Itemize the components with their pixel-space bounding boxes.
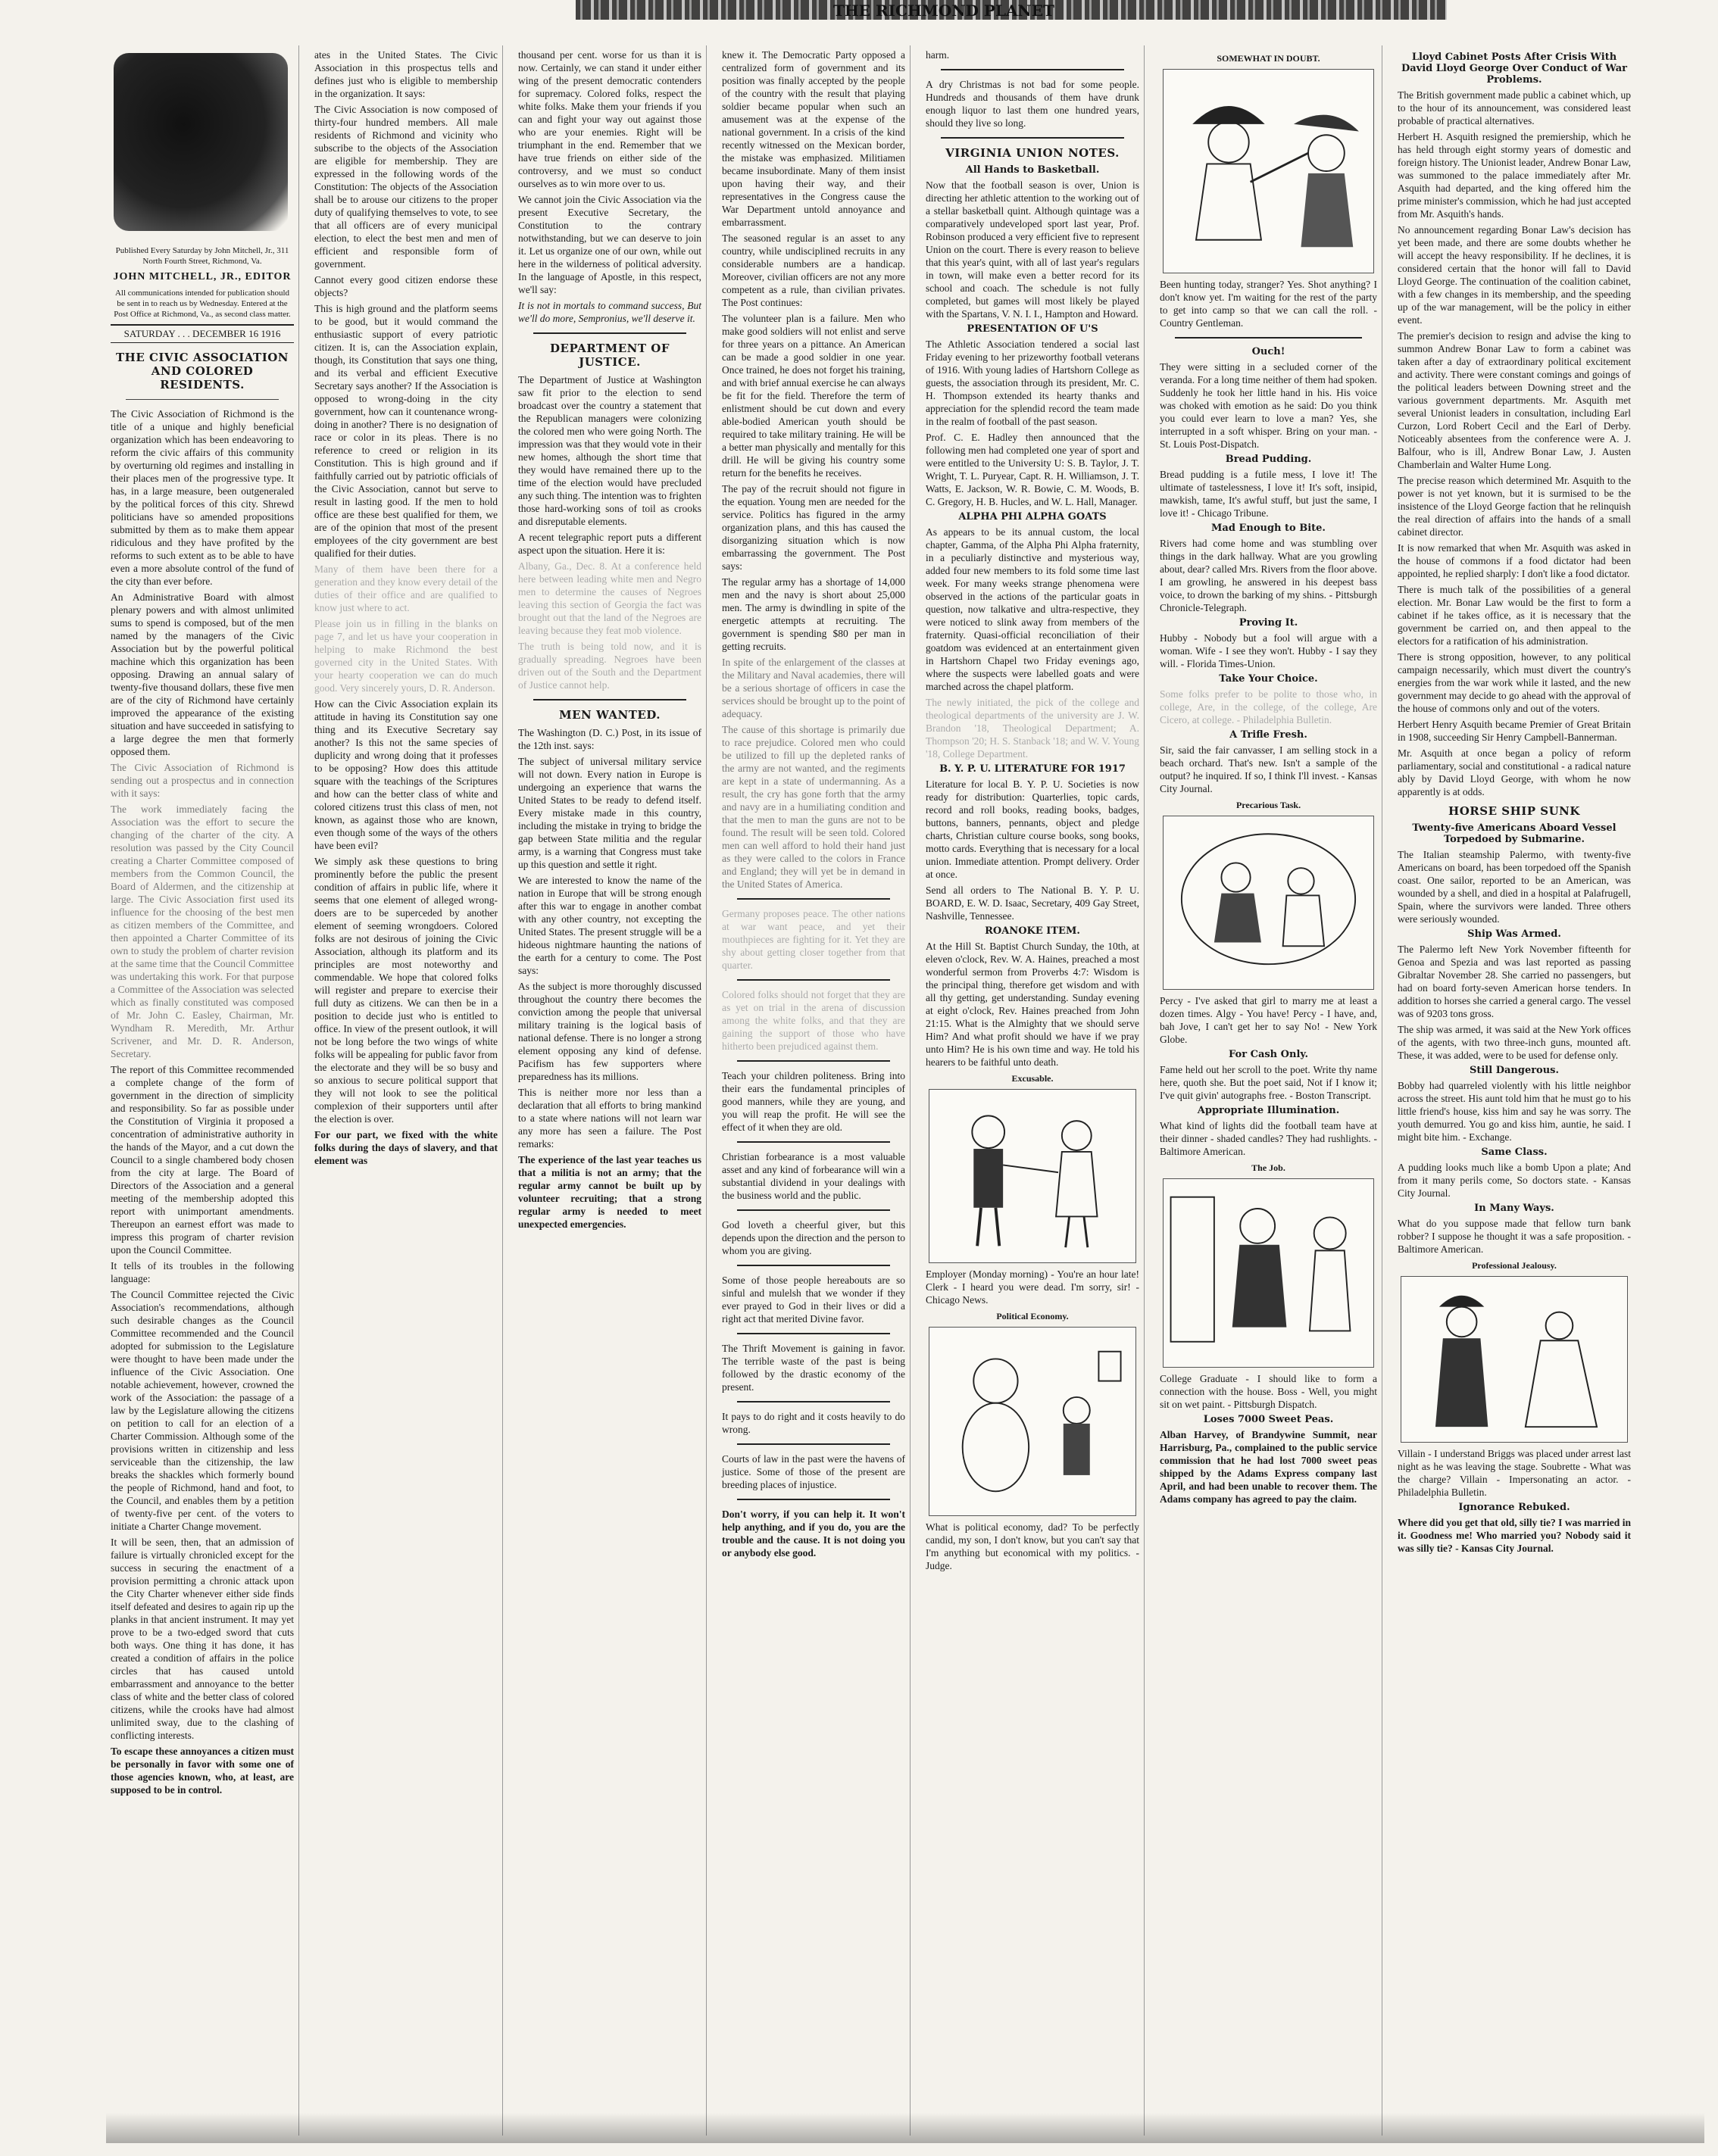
masthead-title: THE RICHMOND PLANET [833, 2, 1054, 20]
subhead: ROANOKE ITEM. [985, 925, 1080, 937]
paragraph: As the subject is more thoroughly discussed throughout the country there becomes the conviction among the people that universal military training is the logical basis of national defense. There is no longer a strong element opposing any kind of defense. Pacifism has few supporters where preparedness has its millions. [518, 981, 701, 1082]
cartoon-title: SOMEWHAT IN DOUBT. [1217, 53, 1320, 64]
paragraph: The regular army has a shortage of 14,000 men and the navy is short about 25,000 men. The army is dwindling in spite of the energetic attempts at recruiting. The government is spending $80 per man in getting recruits. [722, 576, 905, 652]
cartoon-title: Excusable. [1011, 1073, 1054, 1084]
divider [941, 137, 1124, 139]
cartoon-caption: Been hunting today, stranger? Yes. Shot anything? I don't know yet. I'm waiting for the rest of the party to get into camp so that we can call the roll. - Country Gentleman. [1160, 279, 1377, 329]
paragraph: There is much talk of the possibilities of a general election. Mr. Bonar Law would be the first to form a cabinet if he takes office, as it is necessary that the government be carried on, and then appeal to the electors for a ratification of his administration. [1398, 584, 1631, 647]
cartoon-political-economy [929, 1327, 1136, 1516]
divider [737, 1209, 890, 1211]
paragraph: This is neither more nor less than a declaration that all efforts to bring mankind to a state where nations will not learn war any more has seen a failure. The Post remarks: [518, 1087, 701, 1150]
editor-line: JOHN MITCHELL, JR., EDITOR [113, 271, 292, 282]
paragraph: They were sitting in a secluded corner of the veranda. For a long time neither of them had spoken. Suddenly he took her little hand in his. His voice was choked with emotion as he said: Do you think you could ever learn to love a man? Yes, she interrupted in a soft whisper. Bring on your man. - St. Louis Post-Dispatch. [1160, 361, 1377, 450]
divider [1175, 337, 1362, 339]
paragraph: The ship was armed, it was said at the New York offices of the agents, with two three-inch guns, mounted aft. These, it was added, were to be used for defense only. [1398, 1024, 1631, 1061]
page-bottom-shadow [106, 2113, 1704, 2143]
divider [737, 1141, 890, 1143]
cartoon-professional-jealousy [1401, 1276, 1628, 1443]
subhead: Ship Was Armed. [1467, 928, 1561, 940]
paragraph: Don't worry, if you can help it. It won't help anything, and if you do, you are the trouble and the cause. It is not doing you or anybody else good. [722, 1509, 905, 1558]
divider [737, 979, 890, 981]
paragraph: The seasoned regular is an asset to any country, while undisciplined recruits in any considerable numbers are a handicap. Moreover, civilian officers are not any more competent as a rule, than civilian privates. The Post continues: [722, 232, 905, 308]
paragraph: The experience of the last year teaches us that a militia is not an army; that the regular army cannot be built up by volunteer recruiting; that a strong regular army is needed to meet unexpected emergencies. [518, 1154, 701, 1230]
paragraph: Christian forbearance is a most valuable asset and any kind of forbearance will win a substantial dividend in your dealings with the business world and the public. [722, 1151, 905, 1201]
paragraph: The British government made public a cabinet which, up to the hour of its announcement, was considered least probable of practical alternatives. [1398, 89, 1631, 126]
paragraph: Hubby - Nobody but a fool will argue with a woman. Wife - I see they won't. Hubby - I say they will. - Florida Times-Union. [1160, 632, 1377, 669]
paragraph: Herbert Henry Asquith became Premier of Great Britain in 1908, succeeding Sir Henry Campbell-Bannerman. [1398, 719, 1631, 743]
headline-horse-ship-sunk: HORSE SHIP SUNK [1448, 804, 1580, 818]
cartoon-caption: Percy - I've asked that girl to marry me at least a dozen times. Algy - You have! Percy - I have, and, bah Jove, I can't get her to say No! - New York Globe. [1160, 995, 1377, 1045]
cartoon-drawing [1164, 816, 1373, 989]
paragraph: Courts of law in the past were the havens of justice. Some of those of the present are breeding places of injustice. [722, 1453, 905, 1490]
paragraph: No announcement regarding Bonar Law's decision has yet been made, and there are some doubts whether he will accept the heavy responsibility. If he declines, it is considered certain that the honor will fall to David Lloyd George. The continuation of the coalition cabinet, with a few changes in its membership, and the speeding up of the war management, will be the policy in either event. [1398, 224, 1631, 326]
paragraph: Many of them have been there for a generation and they know every detail of the duties of their office and are qualified to know just where to act. [314, 563, 498, 613]
subhead: Mad Enough to Bite. [1211, 523, 1326, 534]
paragraph: Colored folks should not forget that they are as yet on trial in the arena of discussion among the white folks, and that they are gaining the support of those who have hitherto been prejudiced against them. [722, 989, 905, 1052]
subhead: Ignorance Rebuked. [1458, 1502, 1570, 1513]
paragraph: The Civic Association of Richmond is the title of a unique and highly beneficial organization which has been endeavoring to reform the civic affairs of this community by overturning old regimes and installing in their places men of the progressive type. It has, in a large measure, been outgeneraled by the political forces of this city. Shrewd politicians have so amended propositions submitted by them as to make them appear ridiculous and they have profited by the reforms to such extent as to be able to have even a more absolute control of the fund of the city than ever before. [111, 408, 294, 587]
cartoon-excusable [929, 1089, 1136, 1263]
headline-virginia-union: VIRGINIA UNION NOTES. [945, 146, 1120, 160]
cartoon-drawing [1164, 70, 1373, 273]
cartoon-somewhat-in-doubt [1163, 69, 1374, 273]
poem: A pudding looks much like a bomb Upon a plate; And from it many perils come, So doctors state. - Kansas City Journal. [1398, 1162, 1631, 1199]
paragraph: An Administrative Board with almost plenary powers and with almost unlimited sums to spend is composed, but of the men named by the managers of the Civic Association but by the powerful political machine which this organization has been opposing. Drawing an annual salary of twenty-five thousand dollars, these five men are of the city of Richmond have certainly improved the appearance of the existing situation and have succeeded in satisfying to a large degree the men that formerly opposed them. [111, 591, 294, 757]
paragraph: This is high ground and the platform seems to be good, but it would command the enthusiastic support of every patriotic citizen. It is, can the Association explain, though, its Constitution that says one thing, and its verbal and efficient Executive Secretary says another? If the Association is opposed to wrong-doing in the city government, how can it countenance wrong-doing in another? There is no designation of race or color in its pleas. There is no reference to creed or religion in its Constitution. This is high ground and if faithfully carried out by patriotic officials of the Civic Association, cannot but serve to result in lasting good. If the men to hold office are these best qualified for them, we are of the opinion that most of the present employees of the city government are best qualified for their duties. [314, 303, 498, 559]
paragraph: Now that the football season is over, Union is directing her athletic attention to the working out of a stellar basketball quint. Although quintage was a comparatively undeveloped sport last year, Prof. Robinson produced a very efficient five to represent Union on the court. There is every reason to believe that this year's quint, with all of last year's regulars in town, will make even a better record for its school and coach. The schedule is not fully completed, but games will most likely be played with the Spartans, V. N. I. I., Hampton and Howard. [926, 179, 1139, 320]
paragraph: Teach your children politeness. Bring into their ears the fundamental principles of good manners, while they are young, and you will reap the profit. He will see the effect of it when they are old. [722, 1070, 905, 1133]
letter: Please join us in filling in the blanks on page 7, and let us have your cooperation in helping to make Richmond the best governed city in the United States. With your hearty cooperation we can do much good. Very sincerely yours, D. R. Anderson. [314, 618, 498, 694]
paragraph: We are interested to know the name of the nation in Europe that will be strong enough after this war to engage in another combat with any other country, not excepting the United States. The present struggle will be a hideous nightmare haunting the nations of the earth for a century to come. The Post says: [518, 875, 701, 976]
divider [737, 1499, 890, 1500]
subhead: For Cash Only. [1229, 1049, 1308, 1060]
divider [126, 399, 279, 400]
paragraph: The pay of the recruit should not figure in the equation. Young men are needed for the service. Politics has figured in the army organization plans, and this has caused the disorganizing situation which is now embarrassing the government. The Post says: [722, 483, 905, 572]
paragraph: Bobby had quarreled violently with his little neighbor across the street. His aunt told him that he must go to his little friend's house, kiss him and say he was sorry. The youth demurred. You go and kiss him, auntie, he said. I might bite him. - Exchange. [1398, 1080, 1631, 1143]
divider [737, 898, 890, 900]
paragraph: It pays to do right and it costs heavily to do wrong. [722, 1411, 905, 1435]
cartoon-title: Political Economy. [996, 1311, 1069, 1321]
communications-notice: All communications intended for publication should be sent in to reach us by Wednesday. Entered at the Post Office at Richmond, Va., as second class matter. [114, 289, 291, 319]
subhead: Appropriate Illumination. [1197, 1105, 1340, 1116]
paragraph: Cannot every good citizen endorse these objects? [314, 274, 498, 298]
subhead: ALPHA PHI ALPHA GOATS [958, 511, 1107, 523]
cartoon-caption: What is political economy, dad? To be perfectly candid, my son, I don't know, but you can't say that I'm anything but economical with my politics. - Judge. [926, 1521, 1139, 1571]
publisher-notice: Published Every Saturday by John Mitchell, Jr., 311 North Fourth Street, Richmond, Va. [115, 246, 289, 266]
column-7 [1393, 45, 1635, 2136]
cartoon-drawing [1164, 1179, 1373, 1367]
paragraph: ates in the United States. The Civic Association in this prospectus tells and defines just who is eligible to membership in the organization. It says: [314, 49, 498, 99]
paragraph: The cause of this shortage is primarily due to race prejudice. Colored men who could be utilized to fill up the depleted ranks of the army are not wanted, and the regiments are kept in a state of undermanning. As a result, the cry has gone forth that the army and navy are in a humiliating condition and that the men to man the guns are not to be found. The result will be seen told. Colored men can well afford to hold their hand just as they were called to the colors in France and England; they will yet be in demand in the United States of America. [722, 724, 905, 890]
headline-lloyd-cabinet: Lloyd Cabinet Posts After Crisis With David Lloyd George Over Conduct of War Problems. [1401, 51, 1628, 86]
divider [737, 1265, 890, 1266]
subhead: All Hands to Basketball. [965, 164, 1100, 176]
column-4 [717, 45, 911, 2136]
paragraph: harm. [926, 49, 950, 61]
column-6 [1155, 45, 1382, 2136]
masthead-blot [114, 53, 288, 231]
paragraph: Mr. Asquith at once began a policy of reform parliamentary, social and constitutional - a radical nature ably by David Lloyd George, with whom he now apparently is at odds. [1398, 747, 1631, 797]
cartoon-precarious-task [1163, 816, 1374, 990]
subhead: Loses 7000 Sweet Peas. [1203, 1414, 1334, 1425]
paragraph: Albany, Ga., Dec. 8. At a conference held here between leading white men and Negro men to determine the causes of Negroes leaving this section of Georgia the fact was brought out that the land of the Negroes are leaving because they feat mob violence. [518, 560, 701, 636]
headline-department-justice: DEPARTMENT OF JUSTICE. [550, 342, 670, 369]
subhead: Same Class. [1481, 1147, 1548, 1158]
paragraph: Prof. C. E. Hadley then announced that the following men had completed one year of sport and were entitled to the University U: S. B. Taylor, J. T. Wright, T. L. Puryear, Capt. R. H. Williamson, J. T. Watts, E. Jackson, W. R. Bowie, C. M. Woods, B. C. Gregory, H. B. Hucles, and W. L. Hall, Manager. [926, 432, 1139, 507]
headline-men-wanted: MEN WANTED. [559, 708, 661, 722]
paragraph: We simply ask these questions to bring prominently before the public the present condition of affairs in public life, where it seems that one element of alleged wrong-doers are to be superceded by another element of seeming wrongdoers. Colored folks are not desirous of joining the Civic Association, although its platform and its principles are most noteworthy and commendable. We hope that colored folks will register and prepare to exercise their full duty as citizens. We can then be in a position to decide just who is entitled to office. In view of the present outlook, it will not be long before the two wings of white folks will be appealing for public favor from the electorate and they will be so busy and so anxious to secure political support that they will not look to see the political complexion of their supporters until after the election is over. [314, 856, 498, 1125]
paragraph: The volunteer plan is a failure. Men who make good soldiers will not enlist and serve for three years on a pittance. An American can be made a good soldier in one year. Once trained, he does not forget his training, and with brief annual exercise he can always be fit for the field. Therefore the term of enlistment should be cut down and every able-bodied American youth should be required to take military training. He will be a better man physically and mentally for this drill. He will be giving his country some return for the benefits he receives. [722, 313, 905, 479]
paragraph: Sir, said the fair canvasser, I am selling stock in a beach orchard. That's new. Isn't a sample of the output? he inquired. If so, I think I'll invest. - Kansas City Journal. [1160, 744, 1377, 794]
paragraph: For our part, we fixed with the white folks during the days of slavery, and that element was [314, 1129, 498, 1166]
paragraph: A dry Christmas is not bad for some people. Hundreds and thousands of them have drunk enough liquor to last them one hundred years, should they live so long. [926, 79, 1139, 129]
cartoon-drawing [929, 1328, 1135, 1515]
divider [941, 69, 1124, 70]
paragraph: The Department of Justice at Washington saw fit prior to the election to send broadcast over the country a statement that the Republican managers were colonizing the colored men who were going North. The impression was that they would vote in their new homes, although the short time that they would have remained there up to the time of the election would have precluded any such thing. The intention was to frighten those hard-working sons of toil as crooks and disreputable elements. [518, 374, 701, 527]
paragraph: Herbert H. Asquith resigned the premiership, which he has held through eight stormy years of domestic and foreign history. The Unionist leader, Andrew Bonar Law, was summoned to the palace immediately after Mr. Asquith had departed, and the king offered him the prime minister's commission, which he had just accepted from Mr. Asquith's hands. [1398, 131, 1631, 220]
paragraph: What do you suppose made that fellow turn bank robber? I suppose he thought it was a safe proposition. - Baltimore American. [1398, 1218, 1631, 1255]
column-3 [514, 45, 707, 2136]
subhead: PRESENTATION OF U'S [967, 323, 1098, 335]
paragraph: Some of those people hereabouts are so sinful and mulelsh that we wonder if they ever prayed to God in their lives or did a right act that merited Divine favor. [722, 1275, 905, 1324]
paragraph: We cannot join the Civic Association via the present Executive Secretary, the Constitution to the contrary notwithstanding, but we can deserve to join it. Let us organize one of our own, while out here in the wilderness of political adversity. In the language of Apostle, in this respect, we'll say: [518, 194, 701, 295]
paragraph: How can the Civic Association explain its attitude in having its Constitution say one thing and its Executive Secretary say another? Is this not the same species of duplicity and wrong doing that it professes to be opposing? How does this attitude square with the teachings of the Scriptures and how can the better class of white and colored citizens trust this class of men, not known, as against those who are known, even though some of the ways of the others have been evil? [314, 698, 498, 851]
subhead: Proving It. [1239, 617, 1298, 629]
paragraph: Send all orders to The National B. Y. P. U. BOARD, E. W. D. Isaac, Secretary, 409 Gay Street, Nashville, Tennessee. [926, 885, 1139, 922]
paragraph: The truth is being told now, and it is gradually spreading. Negroes have been driven out of the South and the Department of Justice cannot help. [518, 641, 701, 691]
column-1 [106, 45, 299, 2136]
quote: It is not in mortals to command success, But we'll do more, Sempronius, we'll deserve it. [518, 300, 701, 324]
poem: Bread pudding is a futile mess, I love it! The ultimate of tastelessness, I love it! It's soft, insipid, mawkish, tame, It's awful stuff, but just the same, I love it! - Chicago Tribune. [1160, 469, 1377, 519]
cartoon-caption: College Graduate - I should like to form a connection with the house. Boss - Well, you might sit on wet paint. - Pittsburgh Dispatch. [1160, 1373, 1377, 1410]
subhead: In Many Ways. [1474, 1203, 1554, 1214]
paragraph: Where did you get that old, silly tie? I was married in it. Goodness me! Who married you? Nobody said it was silly tie? - Kansas City Journal. [1398, 1517, 1631, 1554]
column-2 [310, 45, 503, 2136]
paragraph: As appears to be its annual custom, the local chapter, Gamma, of the Alpha Phi Alpha fraternity, in a peculiarly distinctive and mysterious way, added four new members to its fold some time last week. For many weeks strange phenomena were observed in the actions of the particular goats in question, now talkative and ultra-respective, they were noticed to slink away from members of the fraternity. Quasi-official reconciliation of their goatdom was evidenced at an entertainment given in Hartshorn Chapel two Friday evenings ago, where the suspects were labelled goats and were marched across the chapel platform. [926, 526, 1139, 692]
cartoon-caption: Villain - I understand Briggs was placed under arrest last night as he was leaving the stage. Soubrette - What was the charge? Villain - Impersonating an actor. - Philadelphia Bulletin. [1398, 1448, 1631, 1498]
cartoon-caption: Employer (Monday morning) - You're an hour late! Clerk - I heard you were dead. I'm sorry, sir! - Chicago News. [926, 1268, 1139, 1306]
columns [106, 45, 1704, 2136]
divider [533, 699, 686, 700]
paragraph: thousand per cent. worse for us than it is now. Certainly, we can stand it under either wing of the present democratic contenders for supremacy. Colored folks, respect the white folks. Make them your friends if you can and fight your way out against those who are your enemies. Right will be triumphant in the end. Remember that we have true friends on either side of the controversy, and we must so conduct ourselves as to win more over to us. [518, 49, 701, 189]
subhead: Twenty-five Americans Aboard Vessel Torpedoed by Submarine. [1412, 822, 1616, 845]
paragraph: It is now remarked that when Mr. Asquith was asked in the house of commons if a food dictator had been appointed, he replied sharply: I don't like a food dictator. [1398, 542, 1631, 579]
paragraph: The Athletic Association tendered a social last Friday evening to her prizeworthy football veterans of 1916. With young ladies of Hartshorn College as guests, the association through its president, Mr. C. H. Thompson extended its hearty thanks and appreciation for the splendid record the team made in the realm of football of the past season. [926, 339, 1139, 427]
divider [737, 1333, 890, 1334]
paragraph: The work immediately facing the Association was the effort to secure the changing of the charter of the city. A resolution was passed by the City Council creating a Charter Committee composed of members from the Common Council, the Board of Aldermen, and the citizenship at large. The Civic Association first used its influence for the choosing of the best men as citizen members of the Committee, and then appointed a Charter Committee of its own to study the problem of charter revision at the same time that the Council Committee was undertaking this work. For that purpose a Committee of the Association was selected which as finally constituted was composed of Mr. John C. Easley, Chairman, Mr. Wyndham R. Meredith, Mr. Arthur Scrivener, and Mr. D. R. Anderson, Secretary. [111, 803, 294, 1059]
paragraph: Some folks prefer to be polite to those who, in college, Are, in the college, of the college, Are Cicero, at college. - Philadelphia Bulletin. [1160, 688, 1377, 725]
paragraph: In spite of the enlargement of the classes at the Military and Naval academies, there will be a serious shortage of officers in case the services should be brought up to the point of adequacy. [722, 657, 905, 719]
paragraph: The Washington (D. C.) Post, in its issue of the 12th inst. says: [518, 727, 701, 751]
paragraph: The report of this Committee recommended a complete change of the form of government in the direction of simplicity and responsibility. So far as possible under the Constitution of Virginia it proposed a concentration of administrative authority in the hands of the Mayor, and a cut down the Council to a single chambered body chosen from the city at large. The Board of Directors of the Association and a general meeting of the membership adopted this report with unimportant amendments. Thereupon an earnest effort was made to impress this program of charter revision upon the Council Committee. [111, 1064, 294, 1256]
paragraph: Rivers had come home and was stumbling over things in the dark hallway. What are you growling about, dear? called Mrs. Rivers from the floor above. I am growling, he answered in his deepest bass voice, to drown the barking of my shins. - Pittsburgh Chronicle-Telegraph. [1160, 538, 1377, 613]
paragraph: Alban Harvey, of Brandywine Summit, near Harrisburg, Pa., complained to the public service commission that he had lost 7000 sweet peas shipped by the Adams Express company last April, and had been unable to recover them. The Adams company has agreed to pay the claim. [1160, 1429, 1377, 1505]
paragraph: God loveth a cheerful giver, but this depends upon the direction and the person to whom you are giving. [722, 1219, 905, 1256]
paragraph: It will be seen, then, that an admission of failure is virtually chronicled except for the success in securing the enactment of a provision permitting a chronic attack upon the City Charter whenever either side finds itself defeated and desires to again rip up the planks in that ancient instrument. It may yet prove to be a two-edged sword that cuts both ways. One thing it has done, it has created a condition of affairs in the police circles that has caused untold embarrassment and annoyance to the better class of white and the better class of colored citizens, while the crooks have had almost unlimited sway, due to the clashing of conflicting interests. [111, 1537, 294, 1741]
paragraph: There is strong opposition, however, to any political campaign necessarily, which must divert the country's energies from the war work while it lasted, and the new government may decide to go ahead with the approval of the house of commons only and out of the voters. [1398, 651, 1631, 714]
column-5 [921, 45, 1145, 2136]
subhead: Still Dangerous. [1469, 1065, 1560, 1076]
paragraph: The subject of universal military service will not down. Every nation in Europe is undergoing an experience that warns the United States to be ready to defend itself. Every mistake made in this country, including the mistake in trying to bridge the gap between State militia and the regular army, is a warning that Congress must take up this question and settle it right. [518, 756, 701, 870]
paragraph: Fame held out her scroll to the poet. Write thy name here, quoth she. But the poet said, Not if I know it; I've quit givin' autographs free. - Boston Transcript. [1160, 1064, 1377, 1101]
paragraph: A recent telegraphic report puts a different aspect upon the situation. Here it is: [518, 532, 701, 556]
paragraph: The Palermo left New York November fifteenth for Genoa and Spezia and was last reported as passing Gibraltar November 28. She carried no passengers, but had on board forty-seven American horse tenders. In addition to horses she carried a general cargo. The vessel was of 9203 tons gross. [1398, 944, 1631, 1019]
divider [737, 1443, 890, 1445]
paragraph: knew it. The Democratic Party opposed a centralized form of government and its position was finally accepted by the people of the country with the result that playing soldier became popular when such an amusement was at the expense of the national government. In a crisis of the kind recently witnessed on the Mexican border, the mistake was emphasized. Militiamen became insubordinate. Many of them insist upon having their way, and their representatives in the Congress cause the War Department untold annoyance and embarrassment. [722, 49, 905, 228]
paragraph: The Italian steamship Palermo, with twenty-five Americans on board, has been torpedoed off the Spanish coast. One sailor, reported to be an American, was wounded by a shell, and died in a hospital at Palafrugell, Spain, where the survivors were landed. Three others were seriously wounded. [1398, 849, 1631, 925]
subhead: B. Y. P. U. LITERATURE FOR 1917 [939, 763, 1126, 775]
paragraph: Germany proposes peace. The other nations at war want peace, and yet their mouthpieces are fighting for it. Yet they are shy about getting closer together from that quarter. [722, 908, 905, 971]
subhead: A Trifle Fresh. [1229, 729, 1307, 741]
paragraph: The newly initiated, the pick of the college and theological departments of the university are J. W. Brandon '18, Theological Department; A. Thompson '20; H. S. Stanback '18; and W. V. Young '18, College Department. [926, 697, 1139, 760]
paragraph: Literature for local B. Y. P. U. Societies is now ready for distribution: Quarterlies, topic cards, record and roll books, reading books, badges, buttons, banners, pennants, object and pledge charts, Christian culture course books, song books, motto cards. Everything that is necessary for a local union. Immediate attention. Prompt delivery. Order at once. [926, 778, 1139, 880]
cartoon-title: Precarious Task. [1235, 800, 1301, 810]
paragraph: The Thrift Movement is gaining in favor. The terrible waste of the past is being followed by the drastic economy of the present. [722, 1343, 905, 1393]
cartoon-the-job [1163, 1178, 1374, 1368]
cartoon-title: Professional Jealousy. [1472, 1260, 1557, 1271]
paragraph: What kind of lights did the football team have at their dinner - shaded candles? They had rushlights. - Baltimore American. [1160, 1120, 1377, 1157]
paragraph: The Civic Association of Richmond is sending out a prospectus and in connection with it says: [111, 762, 294, 799]
subhead: Ouch! [1251, 346, 1285, 357]
subhead: Bread Pudding. [1225, 454, 1312, 465]
paragraph: The Council Committee rejected the Civic Association's recommendations, although such desirable changes as the Council Committee recommended and the Council adopted for submission to the Legislature were thought to have been made under the influence of the Civic Association. One notable achievement, however, crowned the work of the Association: the passage of a law by the Legislature allowing the citizens on petition to call for an election of a Charter Commission. Although some of the provisions written in citizenship and less serviceable than the citizenship, the law breaks the shackles which formerly bound the people of Richmond, hand and foot, to the Council, and enables them by a petition of twenty-five per cent. of the voters to initiate a Charter Change movement. [111, 1289, 294, 1532]
paragraph: The Civic Association is now composed of thirty-four hundred members. All male residents of Richmond and vicinity who subscribe to the objects of the Association are eligible for membership. They are expressed in the following words of the Constitution: The objects of the Association shall be to arouse our citizens to the proper duty of qualifying themselves to vote, to see that all officers are of every municipal election, to elect the best men and men of efficient and responsible form of government. [314, 104, 498, 270]
cartoon-drawing [1401, 1277, 1627, 1442]
paragraph: It tells of its troubles in the following language: [111, 1260, 294, 1284]
subhead: Take Your Choice. [1219, 673, 1318, 685]
headline-civic-association: THE CIVIC ASSOCIATION AND COLORED RESIDENTS. [115, 351, 289, 392]
cartoon-drawing [929, 1090, 1135, 1262]
paragraph: At the Hill St. Baptist Church Sunday, the 10th, at eleven o'clock, Rev. W. A. Haines, preached a most wonderful sermon from Proverbs 4:7: Wisdom is the principal thing, therefore get wisdom and with all thy getting, get understanding. Sunday evening at eight o'clock, Rev. Haines preached from John 21:15. What is the Almighty that we should serve Him? And what profit should we have if we pray unto Him? He is his own time and way. He told his hearers to be faithful unto death. [926, 941, 1139, 1068]
divider [533, 332, 686, 334]
dateline: SATURDAY . . . DECEMBER 16 1916 [111, 324, 294, 343]
divider [737, 1401, 890, 1402]
paragraph: The premier's decision to resign and advise the king to summon Andrew Bonar Law to form a cabinet was taken after a day of extraordinary political excitement and activity. There were constant comings and goings of the political leaders between Downing street and the various government departments. Mr. Asquith met several Unionist leaders in consultation, including Earl Curzon, Lord Robert Cecil and the Earl of Derby. Noticeably absentees from the conference were A. J. Balfour, who is ill, Andrew Bonar Law, J. Austen Chamberlain and Walter Hume Long. [1398, 330, 1631, 470]
cartoon-title: The Job. [1251, 1162, 1285, 1173]
divider [737, 1060, 890, 1062]
paragraph: To escape these annoyances a citizen must be personally in favor with some one of those agencies known, who, at least, are supposed to be in control. [111, 1746, 294, 1796]
paragraph: The precise reason which determined Mr. Asquith to the power is not yet known, but it is surmised to be the insistence of the Lloyd George faction that he relinquish the real direction of affairs into the hands of a small cabinet director. [1398, 475, 1631, 538]
